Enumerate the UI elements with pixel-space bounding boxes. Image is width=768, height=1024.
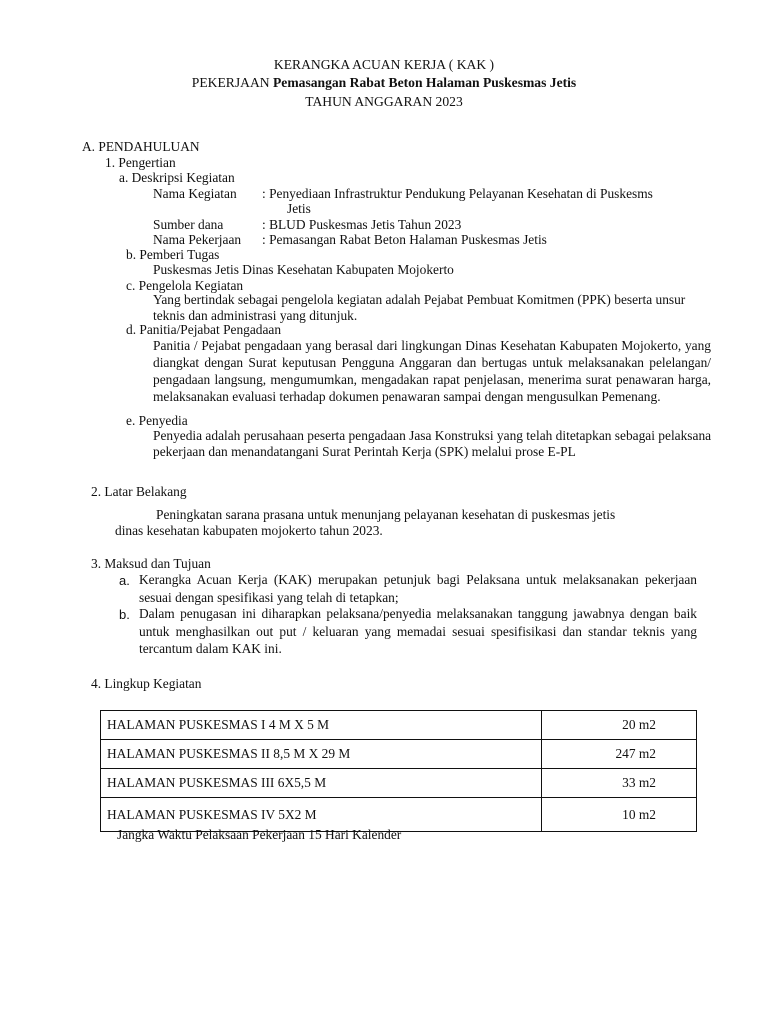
table-cell-qty: 247 m2: [542, 740, 697, 769]
nama-pekerjaan-label: Nama Pekerjaan: [153, 232, 242, 247]
subtitle-bold: Pemasangan Rabat Beton Halaman Puskesmas Jetis: [272, 75, 577, 90]
deskripsi-heading: a. Deskripsi Kegiatan: [119, 170, 235, 185]
pengelola-text: Yang bertindak sebagai pengelola kegiatan adalah Pejabat Pembuat Komitmen (PPK) beserta unsur teknis dan administrasi yang ditunjuk.: [153, 292, 686, 323]
table-row: [101, 740, 697, 769]
pemberi-tugas-heading: b. Pemberi Tugas: [126, 247, 220, 262]
table-cell-qty: 10 m2: [542, 798, 697, 832]
nama-kegiatan-value: : Penyediaan Infrastruktur Pendukung Pelayanan Kesehatan di Puskesms: [262, 186, 653, 201]
table-cell-item: HALAMAN PUSKESMAS IV 5X2 M: [101, 798, 542, 832]
penyedia-heading: e. Penyedia: [126, 413, 188, 428]
doc-subtitle: [0, 74, 768, 92]
pengertian-heading: 1. Pengertian: [105, 155, 176, 170]
nama-kegiatan-cont: Jetis: [287, 201, 311, 216]
maksud-item-b: Dalam penugasan ini diharapkan pelaksana/penyedia melaksanakan tanggung jawabnya dengan baik untuk menghasilkan out put / keluaran yang memadai sesuai spesifisikasi dan standar teknis yang tercantum dalam KAK ini.: [139, 606, 697, 656]
subtitle-prefix: PEKERJAAN: [191, 75, 273, 90]
maksud-item-a: Kerangka Acuan Kerja (KAK) merupakan petunjuk bagi Pelaksana untuk melaksanakan pekerjaan sesuai dengan spesifikasi yang telah di tetapkan;: [139, 572, 697, 605]
section-3-title: 3. Maksud dan Tujuan: [91, 556, 211, 571]
table-cell-item: HALAMAN PUSKESMAS III 6X5,5 M: [101, 769, 542, 798]
panitia-text: Panitia / Pejabat pengadaan yang berasal dari lingkungan Dinas Kesehatan Kabupaten Mojokerto, yang diangkat dengan Surat keputusan Pengguna Anggaran dan bertugas untuk melaksanakan pelelangan/ pengadaan langsung, mengumumkan, mengadakan rapat penjelasan, menerima surat penawaran harga, melaksanakan evaluasi terhadap dokumen penawaran sampai dengan mengusulkan Pemenang.: [153, 338, 711, 404]
doc-year: TAHUN ANGGARAN 2023: [305, 94, 463, 109]
section-4-title: 4. Lingkup Kegiatan: [91, 676, 202, 691]
table-row: [101, 711, 697, 740]
sumber-dana-value: : BLUD Puskesmas Jetis Tahun 2023: [262, 217, 462, 232]
nama-pekerjaan-value: : Pemasangan Rabat Beton Halaman Puskesmas Jetis: [262, 232, 547, 247]
section-2-title: 2. Latar Belakang: [91, 484, 187, 499]
jangka-waktu-text: Jangka Waktu Pelaksaan Pekerjaan 15 Hari Kalender: [117, 827, 402, 842]
latar-belakang-text: Peningkatan sarana prasana untuk menunjang pelayanan kesehatan di puskesmas jetis: [156, 507, 616, 522]
latar-belakang-text-2: dinas kesehatan kabupaten mojokerto tahun 2023.: [115, 523, 383, 538]
table-row: [101, 769, 697, 798]
table-cell-qty: 33 m2: [542, 769, 697, 798]
maksud-marker-b: b.: [119, 607, 130, 622]
table-cell-item: HALAMAN PUSKESMAS II 8,5 M X 29 M: [101, 740, 542, 769]
sumber-dana-label: Sumber dana: [153, 217, 224, 232]
penyedia-text: Penyedia adalah perusahaan peserta pengadaan Jasa Konstruksi yang telah ditetapkan sebagai pelaksana pekerjaan dan menandatangani Surat Perintah Kerja (SPK) melalui prose E-PL: [153, 428, 712, 459]
section-a-title: A. PENDAHULUAN: [82, 139, 200, 154]
nama-kegiatan-label: Nama Kegiatan: [153, 186, 237, 201]
panitia-heading: d. Panitia/Pejabat Pengadaan: [126, 322, 282, 337]
lingkup-table: [100, 710, 697, 832]
table-cell-item: HALAMAN PUSKESMAS I 4 M X 5 M: [101, 711, 542, 740]
maksud-marker-a: a.: [119, 573, 130, 588]
pemberi-tugas-text: Puskesmas Jetis Dinas Kesehatan Kabupaten Mojokerto: [153, 262, 454, 277]
pengelola-heading: c. Pengelola Kegiatan: [126, 278, 244, 293]
table-cell-qty: 20 m2: [542, 711, 697, 740]
doc-title: KERANGKA ACUAN KERJA ( KAK ): [273, 57, 495, 72]
